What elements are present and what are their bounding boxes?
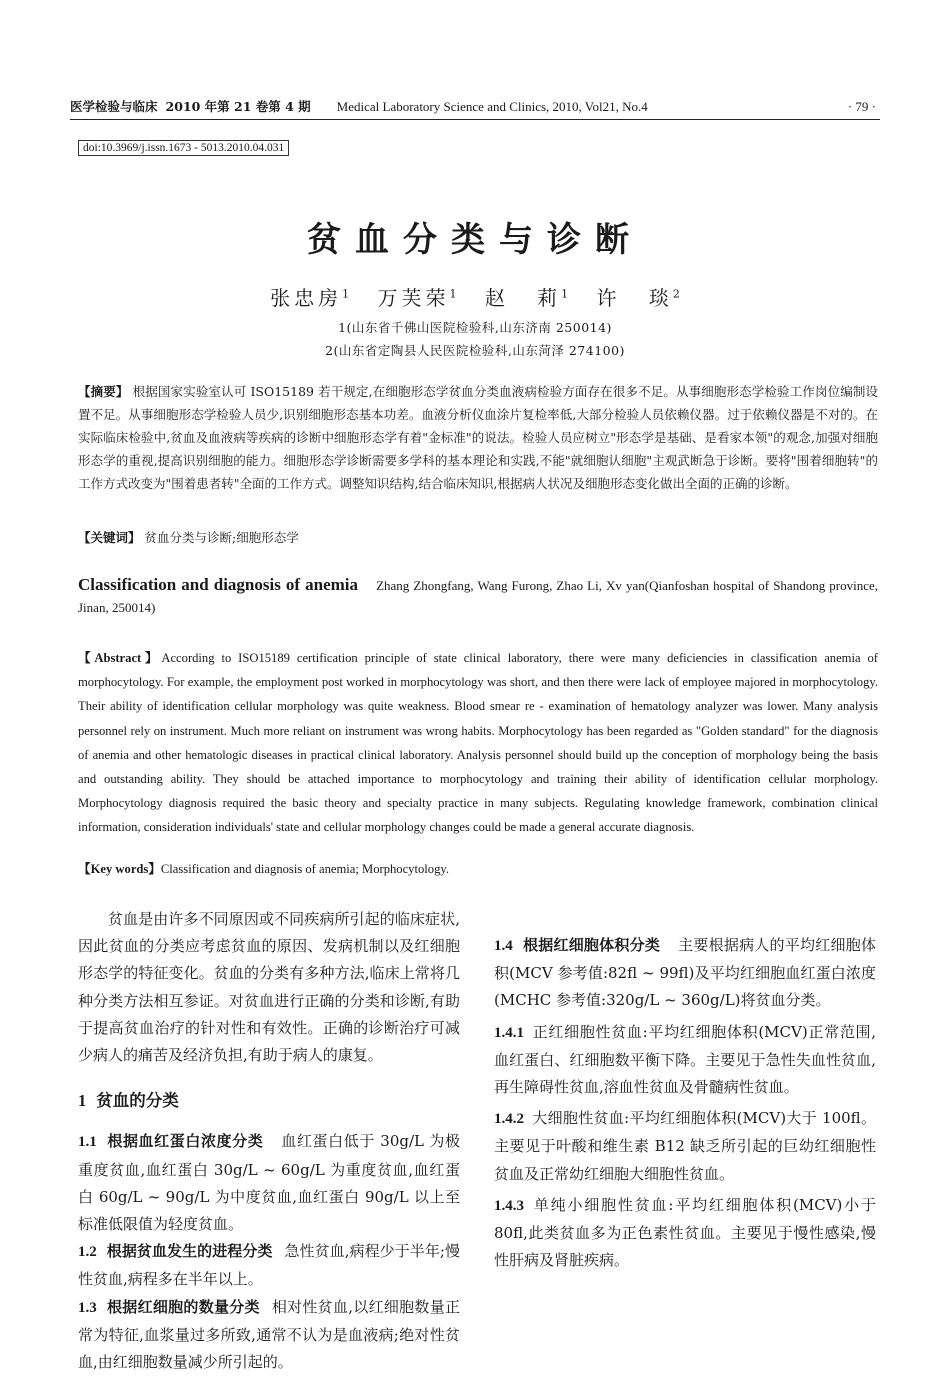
keywords-en (78, 858, 878, 880)
subsection-1-4: 1.4 根据红细胞体积分类 主要根据病人的平均红细胞体积(MCV 参考值:82fl ~ 99fl)及平均红细胞血红蛋白浓度(MCHC 参考值:320g/L ~ 360g/L)将贫血分类。 (494, 936, 876, 1010)
keywords-cn (78, 526, 878, 549)
paper-title: 贫血分类与诊断 (307, 220, 643, 260)
abstract-cn-text: 根据国家实验室认可 ISO15189 若干规定,在细胞形态学贫血分类血液病检验方面存在很多不足。从事细胞形态学检验工作岗位编制设置不足。从事细胞形态学检验人员少,识别细胞形态基本功差。血液分析仪血涂片复检率低,大部分检验人员依赖仪器。过于依赖仪器是不对的。在实际临床检验中,贫血及血液病等疾病的诊断中细胞形态学有着"金标准"的说法。检验人员应树立"形态学是基础、是看家本领"的观念,加强对细胞形态学的重视,提高识别细胞的能力。细胞形态学诊断需要多学科的基本理论和实践,不能"就细胞认细胞"主观武断急于诊断。要将"围着细胞转"的工作方式改变为"围着患者转"全面的工作方式。调整知识结构,结合临床知识,根据病人状况及细胞形态变化做出全面的正确的诊断。 (78, 384, 878, 491)
subsection-1-3: 1.3 根据红细胞的数量分类 相对性贫血,以红细胞数量正常为特征,血浆量过多所致,通常不认为是血液病;绝对性贫血,由红细胞数量减少所引起的。 (78, 1297, 460, 1372)
author: 赵 莉$^1$ (484, 286, 569, 310)
body-column-right (494, 932, 876, 1274)
english-title-block (78, 574, 878, 619)
author: 张忠房$^1$ (270, 286, 350, 310)
author: 万芙荣$^1$ (377, 286, 457, 310)
author: 许 琰$^2$ (596, 286, 680, 310)
section-heading: 1 贫血的分类 (78, 1091, 179, 1111)
subsection-1-1: 1.1 根据血红蛋白浓度分类 血红蛋白低于 30g/L 为极重度贫血,血红蛋白 30g/L ~ 60g/L 为重度贫血,血红蛋白 60g/L ~ 90g/L 为中度贫血,血红蛋白 90g/L 以上至标准低限值为轻度贫血。 (78, 1132, 460, 1234)
affiliation: 2(山东省定陶县人民医院检验科,山东菏泽 274100) (325, 343, 625, 358)
running-header (70, 94, 880, 120)
subsection-1-2: 1.2 根据贫血发生的进程分类 急性贫血,病程少于半年;慢性贫血,病程多在半年以上。 (78, 1242, 460, 1289)
abstract-cn (78, 380, 878, 495)
subsection-1-4-1: 1.4.1 正红细胞性贫血:平均红细胞体积(MCV)正常范围,血红蛋白、红细胞数平衡下降。主要见于急性失血性贫血,再生障碍性贫血,溶血性贫血及骨髓病性贫血。 (494, 1022, 876, 1097)
subsection-1-4-2: 1.4.2 大细胞性贫血:平均红细胞体积(MCV)大于 100fl。主要见于叶酸和维生素 B12 缺乏所引起的巨幼红细胞性贫血及正常幼红细胞大细胞性贫血。 (494, 1109, 876, 1183)
journal-name-en: Medical Laboratory Science and Clinics, 2010, Vol21, No.4 (336, 99, 648, 114)
keywords-en-label: 【Key words】 (78, 862, 161, 876)
english-byline: Zhang Zhongfang, Wang Furong, Zhao Li, Xv yan(Qianfoshan hospital of Shandong province, Jinan, 250014) (78, 578, 878, 615)
abstract-en (78, 646, 878, 840)
issue-cn: 2010 年第 21 卷第 4 期 (165, 99, 311, 114)
abstract-en-label: 【Abstract】 (78, 651, 162, 665)
keywords-cn-label: 【关键词】 (78, 530, 141, 545)
abstract-en-text: According to ISO15189 certification principle of state clinical laboratory, there were many deficiencies in classification anemia of morphocytology. For example, the employment post worked in morphocytology was short, and then there were lack of employee majored in morphocytology. Their ability of identification cellular morphology was quite weakness. Blood smear re - examination of hematology analyzer was lower. Many analysis personnel rely on instrument. Much more reliant on instrument was wrong habits. Morphocytology has been regarded as "Golden standard" for the diagnosis of anemia and other hematologic diseases in practical clinical laboratory. Analysis personnel should build up the conception of morphology being the basis and outstanding ability. They should be attached importance to morphocytology and training their ability of identification cellular morphology. Morphocytology diagnosis required the basic theory and specialty practice in many subjects. Regulating knowledge framework, combination clinical information, consideration individuals' state and cellular morphology changes could be made a general accurate diagnosis. (78, 651, 878, 835)
keywords-en-text: Classification and diagnosis of anemia; Morphocytology. (160, 862, 449, 876)
body-column-left (78, 906, 460, 1376)
affiliation: 1(山东省千佛山医院检验科,山东济南 250014) (338, 320, 612, 335)
intro-paragraph: 贫血是由许多不同原因或不同疾病所引起的临床症状,因此贫血的分类应考虑贫血的原因、发病机制以及红细胞形态学的特征变化。贫血的分类有多种方法,临床上常将几种分类方法相互参证。对贫血进行正确的分类和诊断,有助于提高贫血治疗的针对性和有效性。正确的诊断治疗可减少病人的痛苦及经济负担,有助于病人的康复。 (78, 910, 460, 1065)
abstract-cn-label: 【摘要】 (78, 384, 129, 399)
keywords-cn-text: 贫血分类与诊断;细胞形态学 (144, 530, 299, 545)
journal-name-cn: 医学检验与临床 (70, 99, 158, 114)
doi: doi:10.3969/j.issn.1673 - 5013.2010.04.031 (78, 140, 289, 156)
author-list (0, 282, 950, 311)
subsection-1-4-3: 1.4.3 单纯小细胞性贫血:平均红细胞体积(MCV)小于 80fl,此类贫血多为正色素性贫血。主要见于慢性感染,慢性肝病及肾脏疾病。 (494, 1195, 876, 1270)
page-number: · 79 · (847, 99, 876, 114)
english-title: Classification and diagnosis of anemia (78, 575, 359, 594)
